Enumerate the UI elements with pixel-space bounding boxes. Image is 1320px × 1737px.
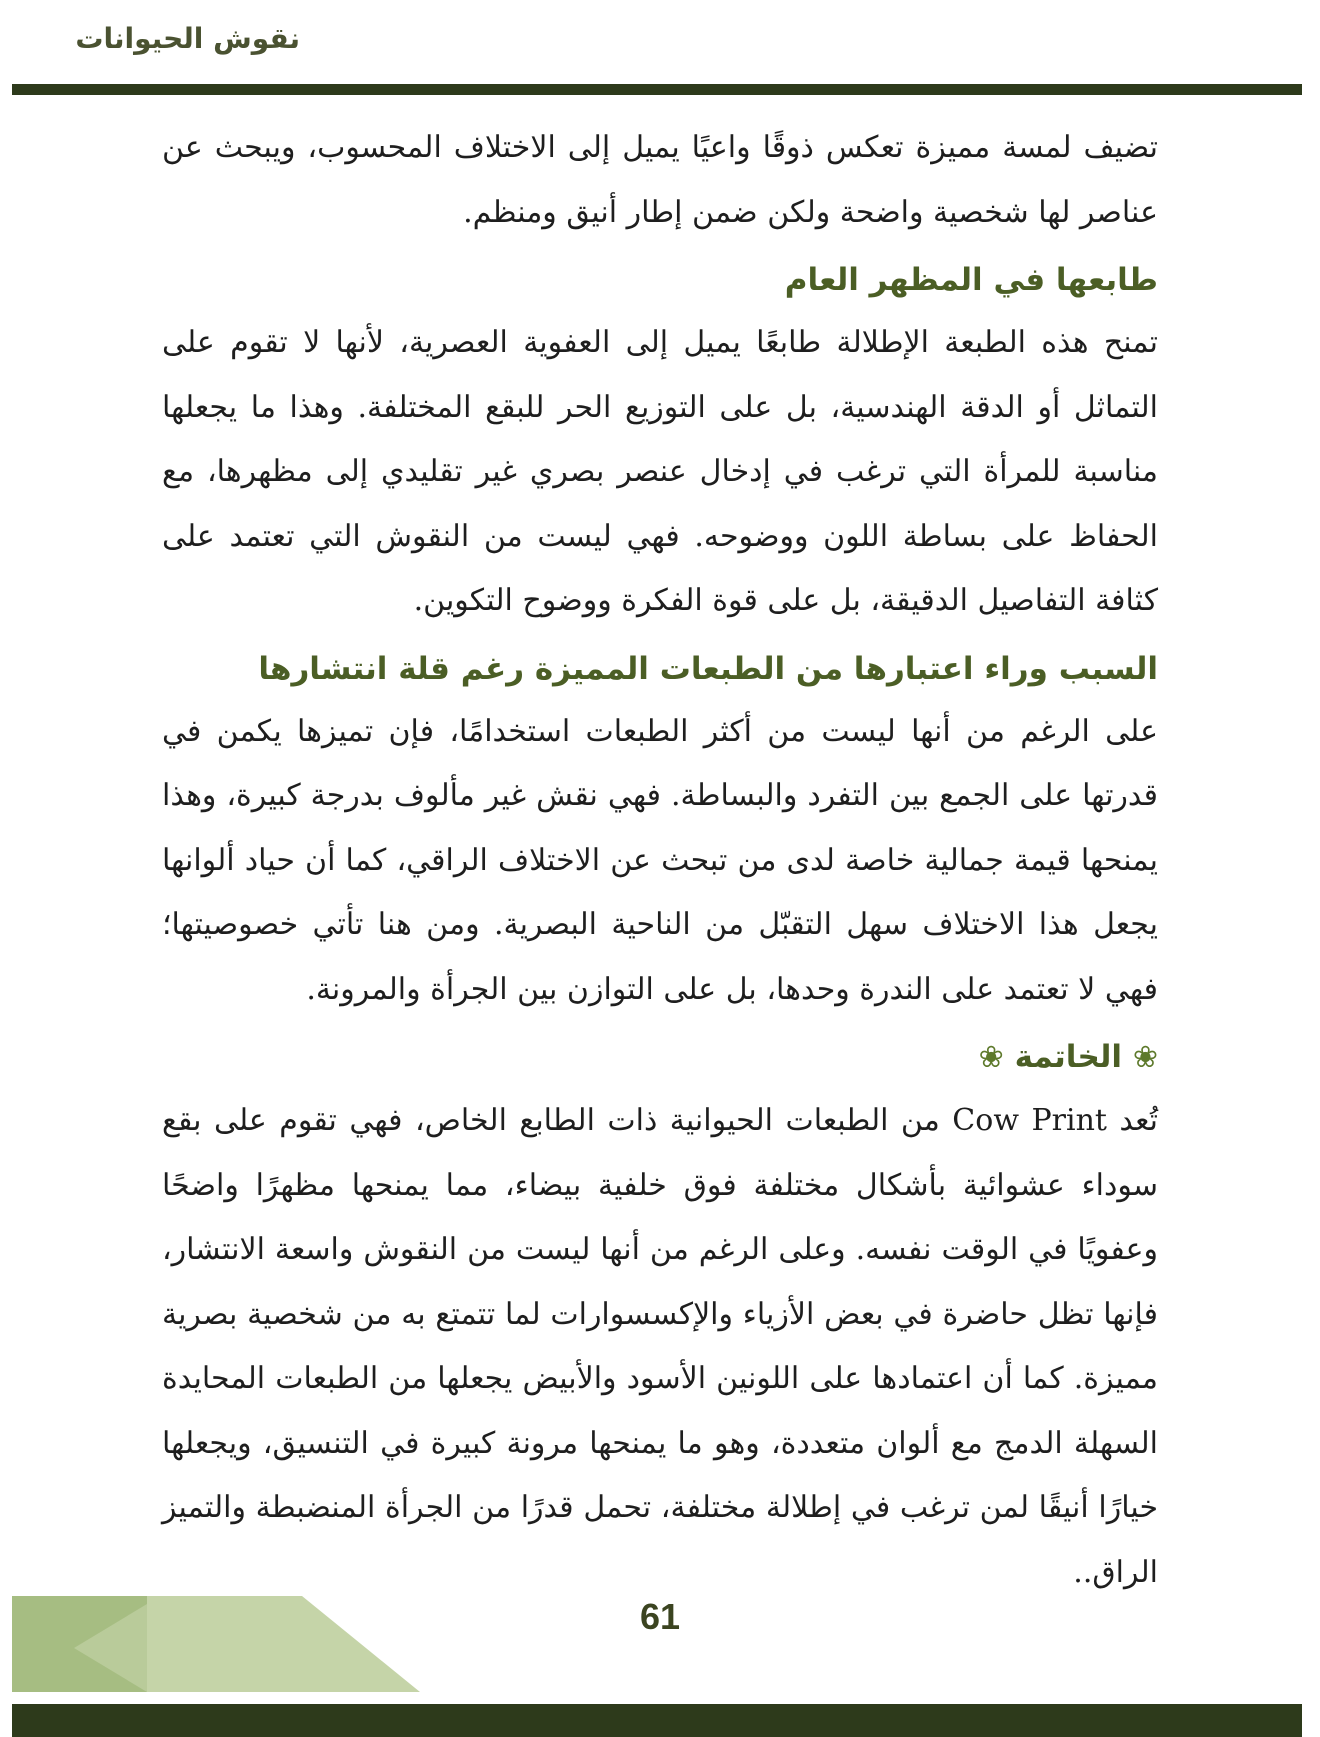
section-heading-distinction: السبب وراء اعتبارها من الطبعات المميزة رغم قلة انتشارها <box>258 650 1158 687</box>
conclusion-heading-text: الخاتمة <box>1014 1039 1123 1075</box>
conclusion-paragraph: تُعد Cow Print من الطبعات الحيوانية ذات الطابع الخاص، فهي تقوم على بقع سوداء عشوائية بأشكال مختلفة فوق خلفية بيضاء، مما يمنحها مظهرًا واضحًا وعفويًا في الوقت نفسه. وعلى الرغم من أنها ليست من النقوش واسعة الانتشار، فإنها تظل حاضرة في بعض الأزياء والإكسسوارات لما تتمتع به من شخصية بصرية مميزة. كما أن اعتمادها على اللونين الأسود والأبيض يجعلها من الطبعات المحايدة السهلة الدمج مع ألوان متعددة، وهو ما يمنحها مرونة كبيرة في التنسيق، ويجعلها خيارًا أنيقًا لمن ترغب في إطلالة مختلفة، تحمل قدرًا من الجرأة المنضبطة والتميز الراق.. <box>162 1103 1159 1590</box>
footer-decoration <box>12 1596 420 1692</box>
page-number: 61 <box>639 1596 681 1637</box>
intro-paragraph: تضيف لمسة مميزة تعكس ذوقًا واعيًا يميل إلى الاختلاف المحسوب، ويبحث عن عناصر لها شخصية واضحة ولكن ضمن إطار أنيق ومنظم. <box>162 130 1158 230</box>
appearance-paragraph: تمنح هذه الطبعة الإطلالة طابعًا يميل إلى العفوية العصرية، لأنها لا تقوم على التماثل أو الدقة الهندسية، بل على التوزيع الحر للبقع المختلفة. وهذا ما يجعلها مناسبة للمرأة التي ترغب في إدخال عنصر بصري غير تقليدي إلى مظهرها، مع الحفاظ على بساطة اللون ووضوحه. فهي ليست من النقوش التي تعتمد على كثافة التفاصيل الدقيقة، بل على قوة الفكرة ووضوح التكوين. <box>162 325 1158 618</box>
flower-icon: ❀ <box>978 1040 1004 1075</box>
distinction-paragraph: على الرغم من أنها ليست من أكثر الطبعات استخدامًا، فإن تميزها يكمن في قدرتها على الجمع بين التفرد والبساطة. فهي نقش غير مألوف بدرجة كبيرة، وهذا يمنحها قيمة جمالية خاصة لدى من تبحث عن الاختلاف الراقي، كما أن حياد ألوانها يجعل هذا الاختلاف سهل التقبّل من الناحية البصرية. ومن هنا تأتي خصوصيتها؛ فهي لا تعتمد على الندرة وحدها، بل على التوازن بين الجرأة والمرونة. <box>162 713 1158 1007</box>
section-heading-appearance: طابعها في المظهر العام <box>784 262 1158 298</box>
bottom-bar <box>12 1704 1302 1737</box>
running-header: نقوش الحيوانات <box>75 22 300 55</box>
section-heading-conclusion <box>162 1028 1158 1087</box>
header-rule <box>12 84 1302 95</box>
flower-icon: ❀ <box>1132 1040 1158 1075</box>
page-body <box>162 116 1158 1605</box>
